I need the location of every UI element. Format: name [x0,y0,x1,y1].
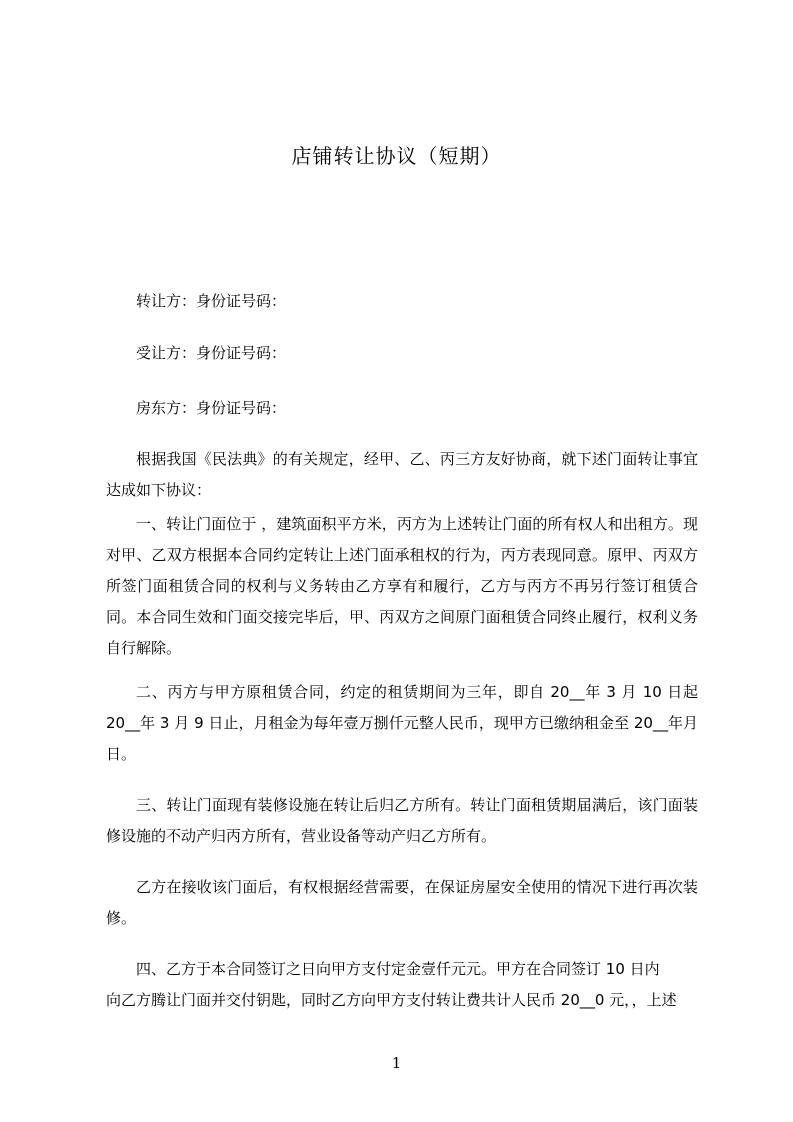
clause-4-line-1: 四、乙方于本合同签订之日向甲方支付定金壹仟元元。甲方在合同签订 10 日内 [136,960,660,978]
clause-3-paragraph: 三、转让门面现有装修设施在转让后归乙方所有。转让门面租赁期届满后，该门面装修设施的不动产归丙方所有，营业设备等动产归乙方所有。 [106,796,698,845]
clause-3b-paragraph: 乙方在接收该门面后，有权根据经营需要，在保证房屋安全使用的情况下进行再次装修。 [106,878,698,927]
clause-1-paragraph: 一、转让门面位于 ，建筑面积平方米，丙方为上述转让门面的所有权人和出租方。现对甲、乙双方根据本合同约定转让上述门面承租权的行为，丙方表现同意。原甲、丙双方所签门面租赁合同的权利与义务转由乙方享有和履行，乙方与丙方不再另行签订租赁合同。本合同生效和门面交接完毕后，甲、丙双方之间原门面租赁合同终止履行，权利义务自行解除。 [106,515,698,657]
transferor-line: 转让方：身份证号码： [136,292,287,310]
document-title: 店铺转让协议（短期） [291,144,502,168]
page-number: 1 [391,1054,402,1072]
clause-2-paragraph: 二、丙方与甲方原租赁合同，约定的租赁期间为三年，即自 20__年 3 月 10 日起 20__年 3 月 9 日止，月租金为每年壹万捌仟元整人民币，现甲方已缴纳租金至 20__年月日。 [106,683,698,763]
landlord-line: 房东方：身份证号码： [136,399,287,417]
transferee-line: 受让方：身份证号码： [136,344,287,362]
intro-paragraph: 根据我国《民法典》的有关规定，经甲、乙、丙三方友好协商，就下述门面转让事宜达成如下协议： [106,450,698,499]
clause-4-line-2: 向乙方腾让门面并交付钥匙，同时乙方向甲方支付转让费共计人民币 20__0 元，，上述 [106,991,677,1009]
